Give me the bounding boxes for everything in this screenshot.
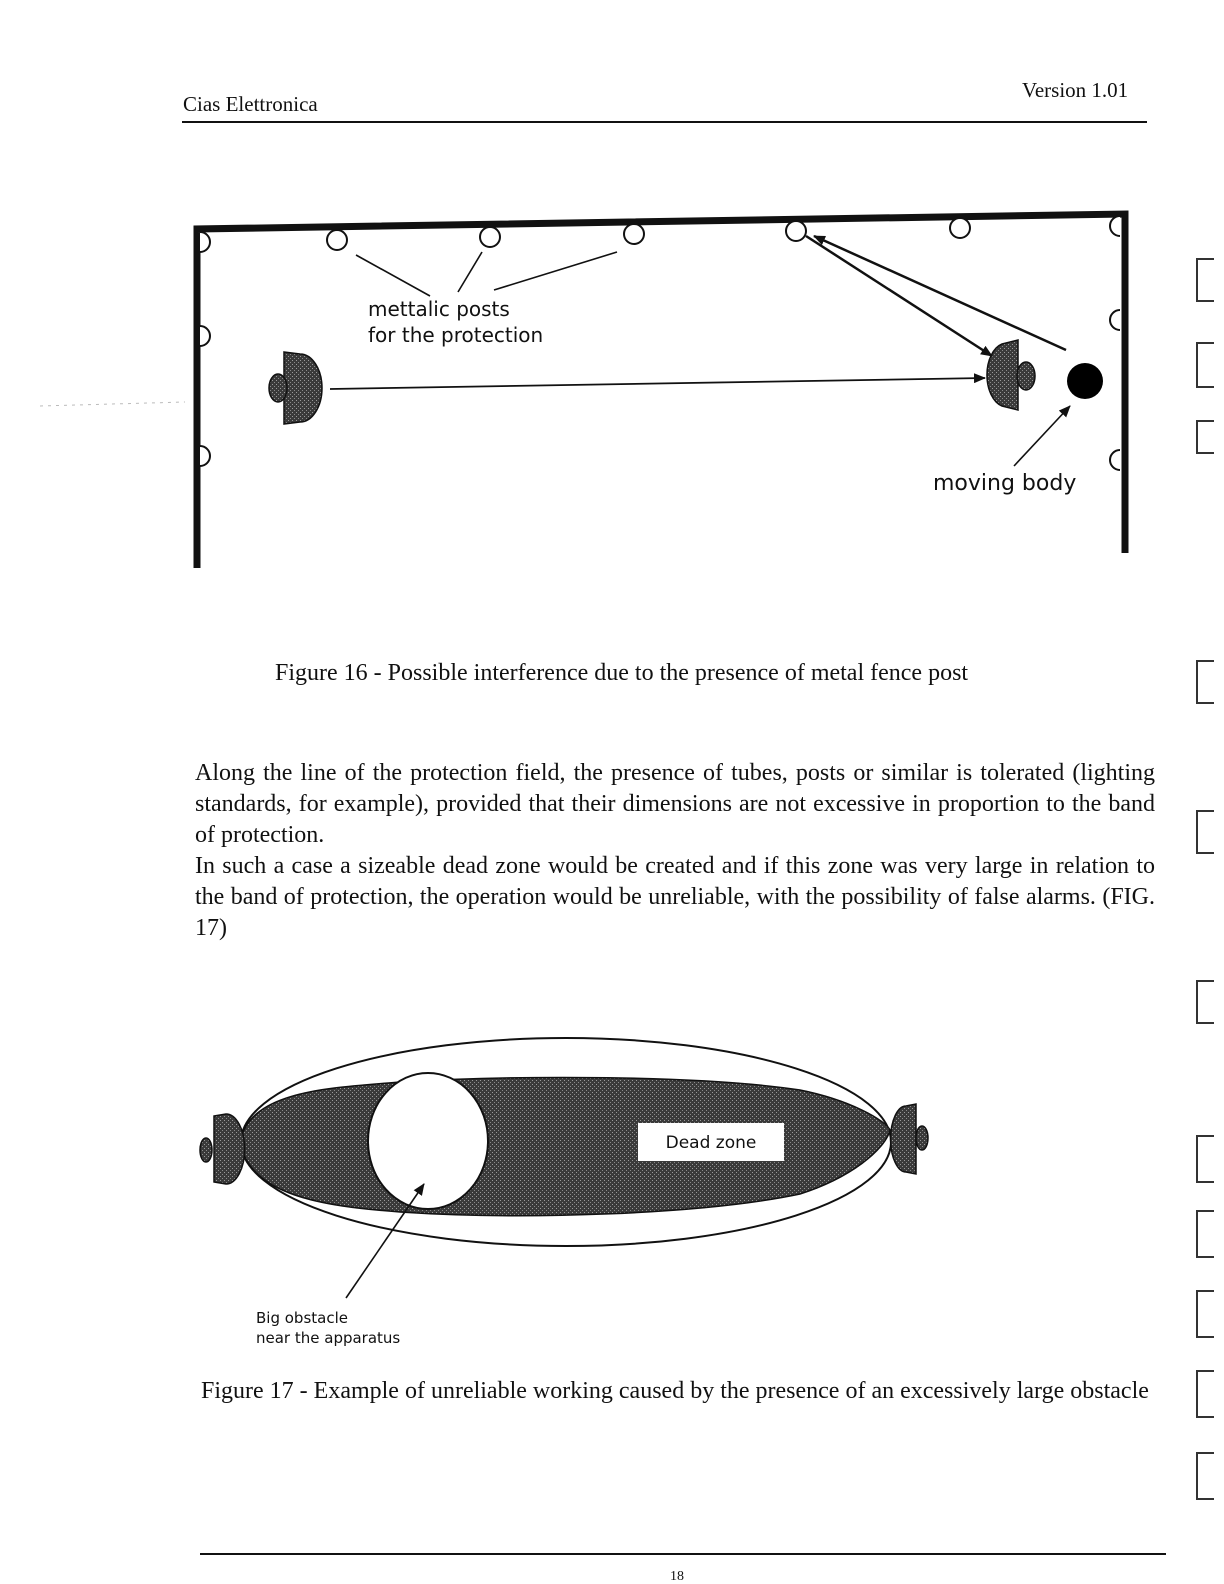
transmitter-left-icon (200, 1114, 245, 1184)
post-leader-lines (356, 252, 617, 296)
receiver-right-icon (891, 1104, 928, 1174)
reflection-arrow-out (814, 236, 1066, 350)
post-icon (1110, 310, 1120, 330)
post-icon (950, 218, 970, 238)
figure-17-caption: Figure 17 - Example of unreliable working caused by the presence of an excessively large obstacle (201, 1378, 1149, 1404)
moving-body-label: moving body (933, 471, 1077, 496)
post-icon (624, 224, 644, 244)
body-text (195, 758, 1155, 944)
dead-zone-shape (240, 1077, 890, 1215)
figure-17 (200, 1038, 928, 1347)
figure-16-caption: Figure 16 - Possible interference due to the presence of metal fence post (275, 660, 969, 686)
receiver-right-icon (987, 340, 1035, 410)
metal-posts (200, 216, 1120, 470)
footer-rule (200, 1553, 1166, 1555)
page-number: 18 (670, 1569, 684, 1584)
beam-arrow (330, 378, 985, 389)
figure-16 (40, 214, 1125, 568)
moving-body-icon (1067, 363, 1103, 399)
post-icon (200, 446, 210, 466)
post-icon (200, 232, 210, 252)
transmitter-left-icon (269, 352, 322, 424)
post-icon (786, 221, 806, 241)
fence-frame (197, 214, 1125, 568)
reflection-arrow-in (806, 236, 992, 356)
obstacle-circle (368, 1073, 488, 1209)
scan-artifact (40, 402, 185, 406)
header-company: Cias Elettronica (183, 92, 318, 116)
header-version: Version 1.01 (1022, 78, 1129, 102)
scan-edge-marks (1190, 80, 1224, 1560)
post-icon (327, 230, 347, 250)
posts-label-line2: for the protection (368, 323, 544, 347)
obstacle-label-line1: Big obstacle (256, 1309, 348, 1327)
dead-zone-label: Dead zone (665, 1133, 757, 1153)
post-icon (1110, 216, 1120, 236)
body-paragraph-2: In such a case a sizeable dead zone would be created and if this zone was very large in relation to the band of protection, the operation would be unreliable, with the possibility of false alarms. (FIG. 17) (195, 853, 1155, 941)
posts-label-line1: mettalic posts (368, 297, 510, 321)
moving-body-leader (1014, 406, 1070, 466)
body-paragraph-1: Along the line of the protection field, the presence of tubes, posts or similar is tolerated (lighting standards, for example), provided that their dimensions are not excessive in proportion to the band of protection. (195, 760, 1155, 848)
obstacle-label-line2: near the apparatus (256, 1329, 401, 1347)
post-icon (480, 227, 500, 247)
post-icon (1110, 450, 1120, 470)
post-icon (200, 326, 210, 346)
